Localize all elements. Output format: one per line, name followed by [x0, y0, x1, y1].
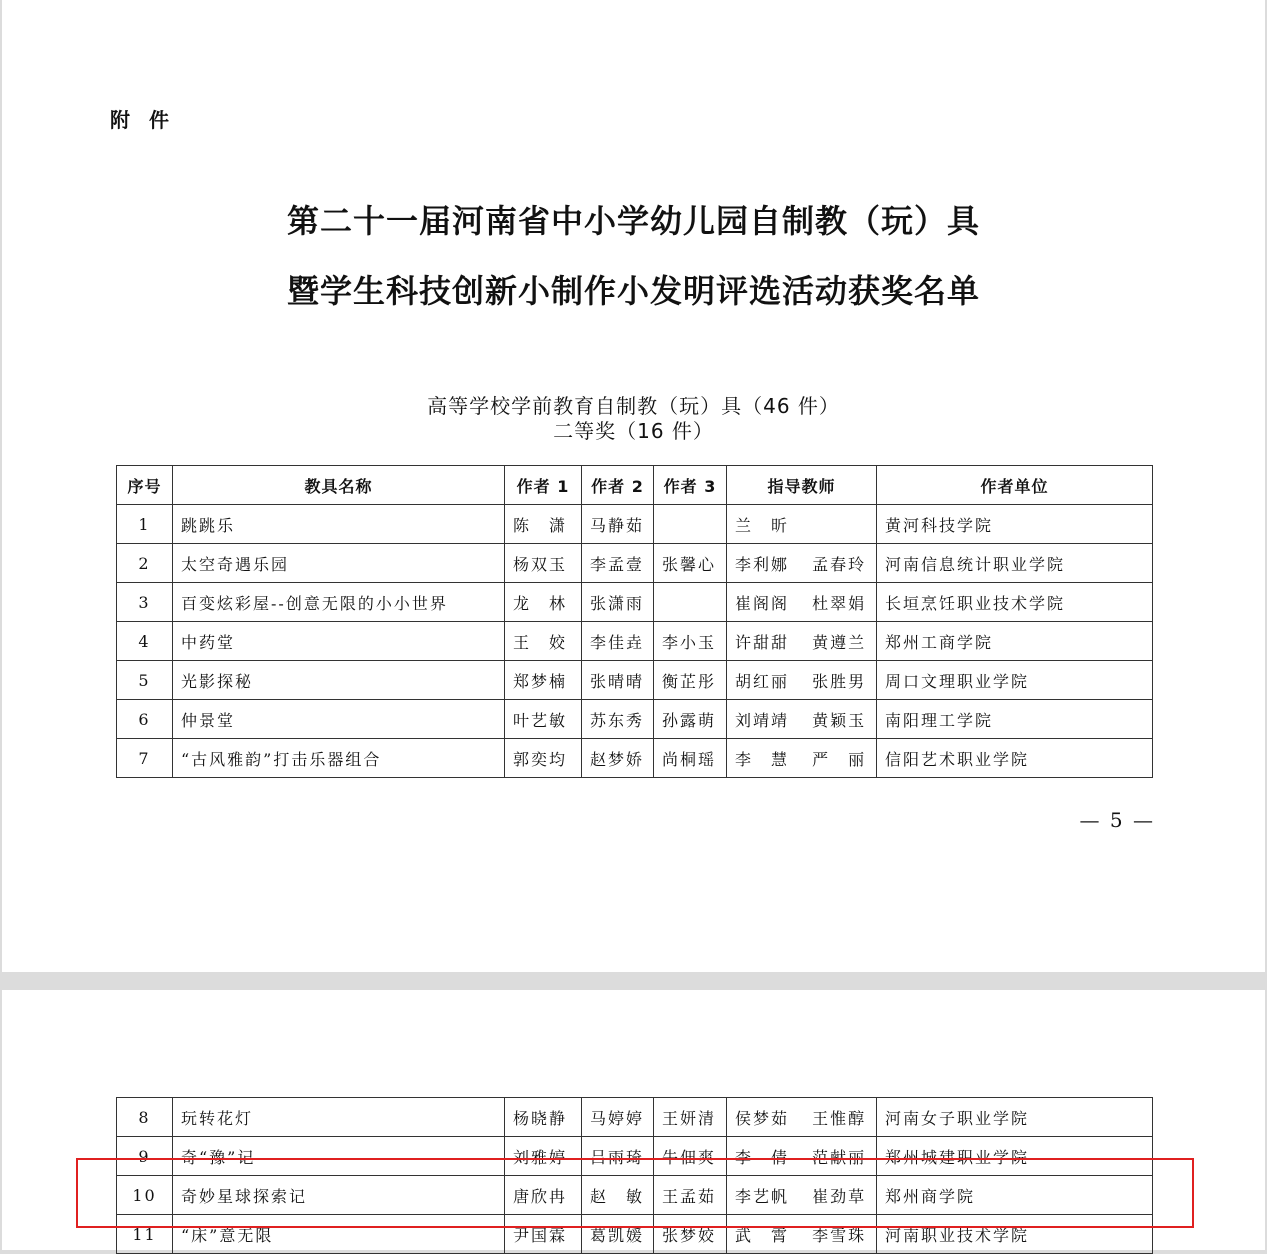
author-unit-cell: 郑州工商学院 [877, 622, 1153, 661]
table-body-page-2 [117, 1098, 1153, 1254]
document-page-2 [2, 990, 1265, 1250]
table-row [117, 1215, 1153, 1254]
item-name-cell: 跳跳乐 [173, 505, 505, 544]
document-title-line-1: 第二十一届河南省中小学幼儿园自制教（玩）具 [286, 202, 980, 240]
author-unit-cell: 信阳艺术职业学院 [877, 739, 1153, 778]
author-3-cell: 尚桐瑶 [654, 739, 727, 778]
item-name-cell: 仲景堂 [173, 700, 505, 739]
author-3-cell: 衡芷彤 [654, 661, 727, 700]
item-name-cell: 中药堂 [173, 622, 505, 661]
header-cell: 指导教师 [727, 466, 877, 505]
header-cell: 序号 [117, 466, 173, 505]
section-award: 二等奖（16 件） [553, 419, 714, 443]
author-unit-cell: 南阳理工学院 [877, 700, 1153, 739]
item-name-cell: “床”意无限 [173, 1215, 505, 1254]
author-3-cell: 张梦姣 [654, 1215, 727, 1254]
author-3-cell [654, 583, 727, 622]
advisor-teachers-cell: 李艺帆 崔劲草 [727, 1176, 877, 1215]
author-2-cell: 张晴晴 [582, 661, 654, 700]
author-1-cell: 王 姣 [505, 622, 582, 661]
advisor-teachers-cell: 崔阁阁 杜翠娟 [727, 583, 877, 622]
item-name-cell: 玩转花灯 [173, 1098, 505, 1137]
table-row [117, 505, 1153, 544]
author-1-cell: 唐欣冉 [505, 1176, 582, 1215]
page-number: — 5 — [1079, 808, 1155, 832]
author-2-cell: 李孟壹 [582, 544, 654, 583]
advisor-teachers-cell: 侯梦茹 王惟醇 [727, 1098, 877, 1137]
author-2-cell: 赵梦娇 [582, 739, 654, 778]
table-row [117, 1098, 1153, 1137]
author-3-cell: 王妍清 [654, 1098, 727, 1137]
table-body-page-1 [117, 505, 1153, 778]
author-1-cell: 叶艺敏 [505, 700, 582, 739]
attachment-label: 附 件 [110, 108, 175, 132]
author-2-cell: 苏东秀 [582, 700, 654, 739]
author-1-cell: 尹国霖 [505, 1215, 582, 1254]
author-unit-cell: 河南职业技术学院 [877, 1215, 1153, 1254]
author-unit-cell: 郑州商学院 [877, 1176, 1153, 1215]
document-title-line-2: 暨学生科技创新小制作小发明评选活动获奖名单 [286, 272, 980, 310]
author-1-cell: 刘雅婷 [505, 1137, 582, 1176]
author-unit-cell: 郑州城建职业学院 [877, 1137, 1153, 1176]
author-2-cell: 马静茹 [582, 505, 654, 544]
header-cell: 作者单位 [877, 466, 1153, 505]
author-2-cell: 赵 敏 [582, 1176, 654, 1215]
awards-table [116, 465, 1153, 778]
item-name-cell: 光影探秘 [173, 661, 505, 700]
row-number-cell: 5 [117, 661, 173, 700]
header-cell: 作者 1 [505, 466, 582, 505]
header-cell: 教具名称 [173, 466, 505, 505]
header-cell: 作者 3 [654, 466, 727, 505]
advisor-teachers-cell: 刘靖靖 黄颖玉 [727, 700, 877, 739]
table-row [117, 1137, 1153, 1176]
author-3-cell: 张馨心 [654, 544, 727, 583]
table-row [117, 661, 1153, 700]
document-page-1 [2, 0, 1265, 972]
item-name-cell: “古风雅韵”打击乐器组合 [173, 739, 505, 778]
table-row [117, 583, 1153, 622]
advisor-teachers-cell: 李 慧 严 丽 [727, 739, 877, 778]
author-unit-cell: 河南信息统计职业学院 [877, 544, 1153, 583]
table-header-row [117, 466, 1153, 505]
row-number-cell: 7 [117, 739, 173, 778]
table-row [117, 544, 1153, 583]
item-name-cell: 奇妙星球探索记 [173, 1176, 505, 1215]
author-unit-cell: 周口文理职业学院 [877, 661, 1153, 700]
author-2-cell: 吕雨琦 [582, 1137, 654, 1176]
table-row [117, 1176, 1153, 1215]
author-unit-cell: 河南女子职业学院 [877, 1098, 1153, 1137]
row-number-cell: 4 [117, 622, 173, 661]
item-name-cell: 百变炫彩屋--创意无限的小小世界 [173, 583, 505, 622]
advisor-teachers-cell: 李 倩 范献丽 [727, 1137, 877, 1176]
row-number-cell: 11 [117, 1215, 173, 1254]
row-number-cell: 1 [117, 505, 173, 544]
item-name-cell: 太空奇遇乐园 [173, 544, 505, 583]
row-number-cell: 10 [117, 1176, 173, 1215]
author-3-cell: 牛佃爽 [654, 1137, 727, 1176]
author-3-cell: 孙露萌 [654, 700, 727, 739]
author-unit-cell: 黄河科技学院 [877, 505, 1153, 544]
row-number-cell: 8 [117, 1098, 173, 1137]
table-row [117, 739, 1153, 778]
row-number-cell: 6 [117, 700, 173, 739]
row-number-cell: 9 [117, 1137, 173, 1176]
author-3-cell: 李小玉 [654, 622, 727, 661]
row-number-cell: 2 [117, 544, 173, 583]
author-2-cell: 葛凯媛 [582, 1215, 654, 1254]
section-category: 高等学校学前教育自制教（玩）具（46 件） [427, 394, 840, 418]
advisor-teachers-cell: 胡红丽 张胜男 [727, 661, 877, 700]
item-name-cell: 奇“豫”记 [173, 1137, 505, 1176]
author-2-cell: 李佳垚 [582, 622, 654, 661]
author-1-cell: 杨晓静 [505, 1098, 582, 1137]
awards-table-continued [116, 1097, 1153, 1254]
table-row [117, 700, 1153, 739]
author-2-cell: 张潇雨 [582, 583, 654, 622]
author-1-cell: 郭奕均 [505, 739, 582, 778]
author-unit-cell: 长垣烹饪职业技术学院 [877, 583, 1153, 622]
advisor-teachers-cell: 李利娜 孟春玲 [727, 544, 877, 583]
author-3-cell [654, 505, 727, 544]
advisor-teachers-cell: 兰 昕 [727, 505, 877, 544]
author-1-cell: 杨双玉 [505, 544, 582, 583]
author-1-cell: 郑梦楠 [505, 661, 582, 700]
author-2-cell: 马婷婷 [582, 1098, 654, 1137]
author-1-cell: 龙 林 [505, 583, 582, 622]
advisor-teachers-cell: 武 霄 李雪珠 [727, 1215, 877, 1254]
row-number-cell: 3 [117, 583, 173, 622]
table-row [117, 622, 1153, 661]
header-cell: 作者 2 [582, 466, 654, 505]
advisor-teachers-cell: 许甜甜 黄遵兰 [727, 622, 877, 661]
author-3-cell: 王孟茹 [654, 1176, 727, 1215]
author-1-cell: 陈 潇 [505, 505, 582, 544]
